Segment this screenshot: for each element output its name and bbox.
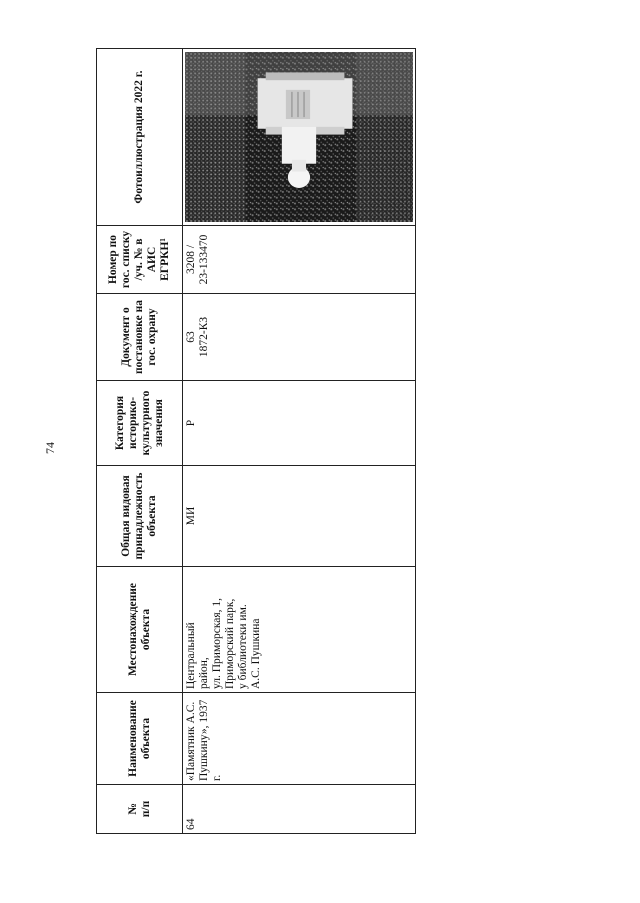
cell-photo [183, 49, 416, 226]
cell-location: Центральный район, ул. Приморская, 1, Приморский парк, у библиотеки им. А.С. Пушкина [183, 567, 416, 693]
header-photo: Фотоиллюстрация 2022 г. [97, 49, 183, 226]
cell-num: 64 [183, 785, 416, 834]
cell-document: 63 1872-КЗ [183, 294, 416, 381]
header-document: Документ о постановке на гос. охрану [97, 294, 183, 381]
registry-table-wrapper [96, 49, 415, 834]
cell-registry: 3208 / 23-133470 [183, 226, 416, 294]
page-number: 74 [43, 442, 57, 454]
cell-name: «Памятник А.С. Пушкину», 1937 г. [183, 693, 416, 785]
header-location: Местонахождение объекта [97, 567, 183, 693]
header-row [97, 49, 183, 834]
monument-photo-image [185, 52, 413, 222]
table-row [183, 49, 416, 834]
header-name: Наименование объекта [97, 693, 183, 785]
header-ownership: Общая видовая принадлежность объекта [97, 466, 183, 567]
header-registry: Номер по гос. списку /уч. № в АИС ЕГРКН¹ [97, 226, 183, 294]
cell-category: Р [183, 381, 416, 466]
registry-table [96, 48, 416, 834]
monument-photo [185, 52, 413, 222]
header-category: Категория историко-культурного значения [97, 381, 183, 466]
cell-ownership: МИ [183, 466, 416, 567]
header-num: № п/п [97, 785, 183, 834]
